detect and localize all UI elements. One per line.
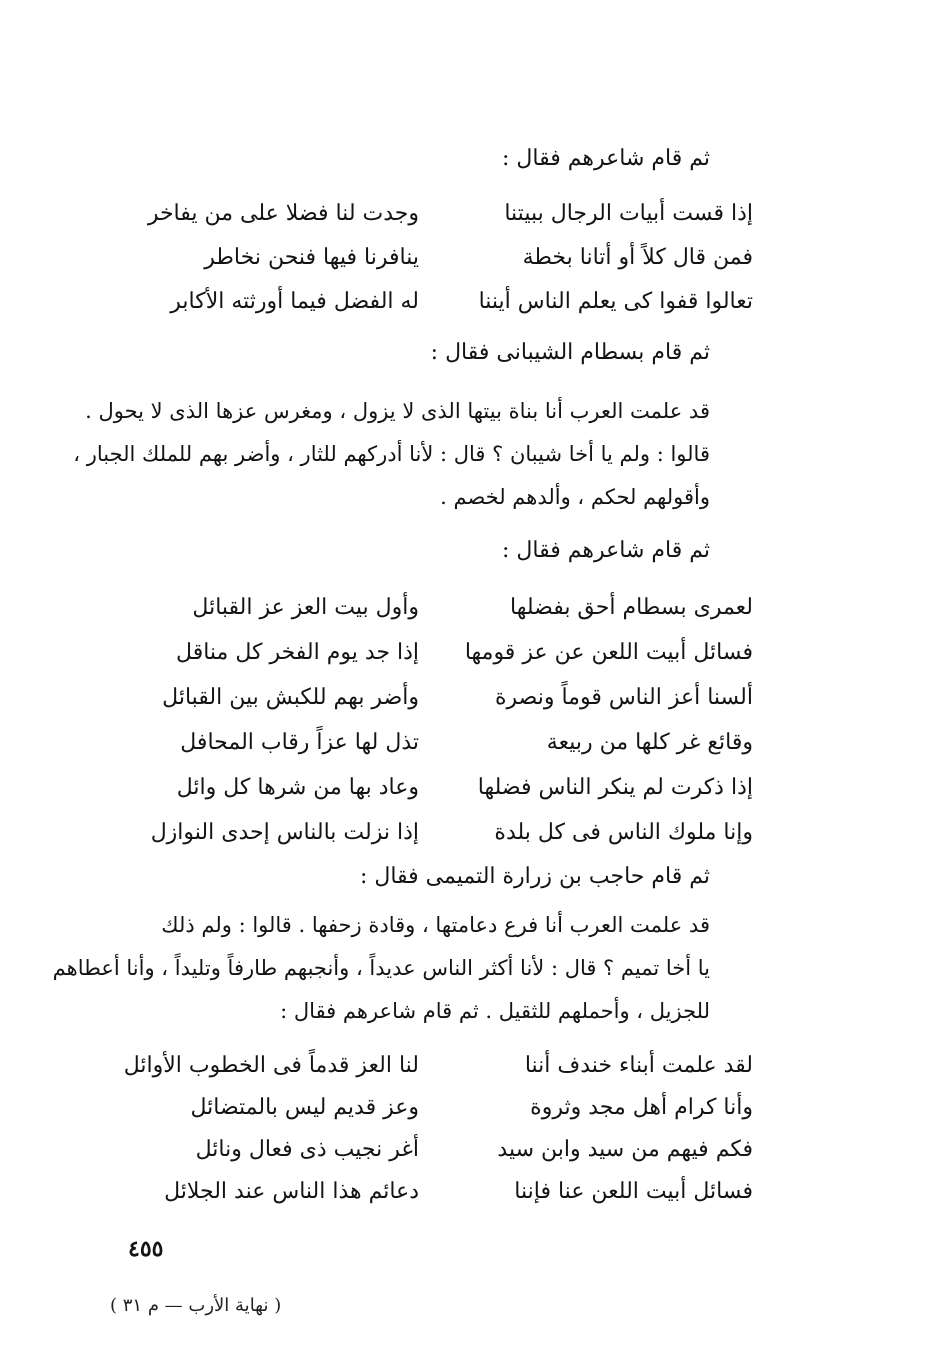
verse-second-hemistich: إذا جد يوم الفخر كل مناقل <box>176 640 419 665</box>
verse-first-hemistich: لقد علمت أبناء خندف أننا <box>524 1053 753 1078</box>
verse-line <box>0 809 925 857</box>
verse-first-hemistich: فسائل أبيت اللعن عنا فإننا <box>514 1179 753 1204</box>
section-intro: ثم قام شاعرهم فقال : <box>502 146 710 171</box>
verse-first-hemistich: تعالوا قفوا كى يعلم الناس أيننا <box>478 289 753 314</box>
prose-line: قد علمت العرب أنا فرع دعامتها ، وقادة زحفها . قالوا : ولم ذلك <box>161 913 710 937</box>
section-intro: ثم قام حاجب بن زرارة التميمى فقال : <box>359 864 710 889</box>
prose-line: وأقولهم لحكم ، وألدهم لخصم . <box>440 485 710 509</box>
verse-line <box>0 719 925 767</box>
verse-second-hemistich: وعاد بها من شرها كل وائل <box>176 775 419 800</box>
verse-line <box>0 1042 925 1090</box>
verse-first-hemistich: وقائع غر كلها من ربيعة <box>546 730 753 755</box>
verse-first-hemistich: فسائل أبيت اللعن عن عز قومها <box>464 640 753 665</box>
verse-second-hemistich: وجدت لنا فضلا على من يفاخر <box>147 201 419 226</box>
verse-line <box>0 190 925 238</box>
prose-line: قالوا : ولم يا أخا شيبان ؟ قال : لأنا أدركهم للثار ، وأضر بهم للملك الجبار ، <box>73 442 710 466</box>
verse-first-hemistich: فمن قال كلاً أو أتانا بخطة <box>522 245 753 270</box>
verse-first-hemistich: ألسنا أعز الناس قوماً ونصرة <box>494 685 753 710</box>
verse-line <box>0 674 925 722</box>
verse-second-hemistich: إذا نزلت بالناس إحدى النوازل <box>150 820 419 845</box>
verse-line <box>0 764 925 812</box>
verse-second-hemistich: وعز قديم ليس بالمتضائل <box>190 1095 419 1120</box>
verse-line <box>0 1126 925 1174</box>
prose-paragraph <box>52 904 710 1033</box>
verse-second-hemistich: له الفضل فيما أورثته الأكابر <box>170 289 419 314</box>
footer-note: ( نهاية الأرب — م ٣١ ) <box>110 1295 282 1316</box>
prose-line: للجزيل ، وأحملهم للثقيل . ثم قام شاعرهم فقال : <box>280 999 710 1023</box>
prose-line: قد علمت العرب أنا بناة بيتها الذى لا يزول ، ومغرس عزها الذى لا يحول . <box>85 399 710 423</box>
verse-first-hemistich: وأنا كرام أهل مجد وثروة <box>530 1095 753 1120</box>
verse-line <box>0 1168 925 1216</box>
verse-line <box>0 629 925 677</box>
verse-first-hemistich: إذا قست أبيات الرجال ببيتنا <box>504 201 753 226</box>
verse-first-hemistich: لعمرى بسطام أحق بفضلها <box>509 595 753 620</box>
verse-first-hemistich: فكم فيهم من سيد وابن سيد <box>497 1137 753 1162</box>
verse-second-hemistich: لنا العز قدماً فى الخطوب الأوائل <box>123 1053 419 1078</box>
prose-line: يا أخا تميم ؟ قال : لأنا أكثر الناس عديداً ، وأنجبهم طارفاً وتليداً ، وأنا أعطاهم <box>52 956 710 980</box>
verse-second-hemistich: تذل لها عزاً رقاب المحافل <box>180 730 419 755</box>
verse-second-hemistich: وأول بيت العز عز القبائل <box>192 595 419 620</box>
verse-line <box>0 584 925 632</box>
verse-first-hemistich: إذا ذكرت لم ينكر الناس فضلها <box>477 775 753 800</box>
verse-second-hemistich: وأضر بهم للكبش بين القبائل <box>162 685 419 710</box>
verse-second-hemistich: دعائم هذا الناس عند الجلائل <box>164 1179 419 1204</box>
verse-line <box>0 234 925 282</box>
page-number: ٤٥٥ <box>128 1236 164 1262</box>
verse-line <box>0 1084 925 1132</box>
verse-second-hemistich: ينافرنا فيها فنحن نخاطر <box>204 245 419 270</box>
verse-first-hemistich: وإنا ملوك الناس فى كل بلدة <box>494 820 753 845</box>
prose-paragraph <box>73 390 710 519</box>
section-intro: ثم قام شاعرهم فقال : <box>502 538 710 563</box>
verse-line <box>0 278 925 326</box>
verse-second-hemistich: أغر نجيب ذى فعال ونائل <box>195 1137 419 1162</box>
section-intro: ثم قام بسطام الشيبانى فقال : <box>430 340 710 365</box>
